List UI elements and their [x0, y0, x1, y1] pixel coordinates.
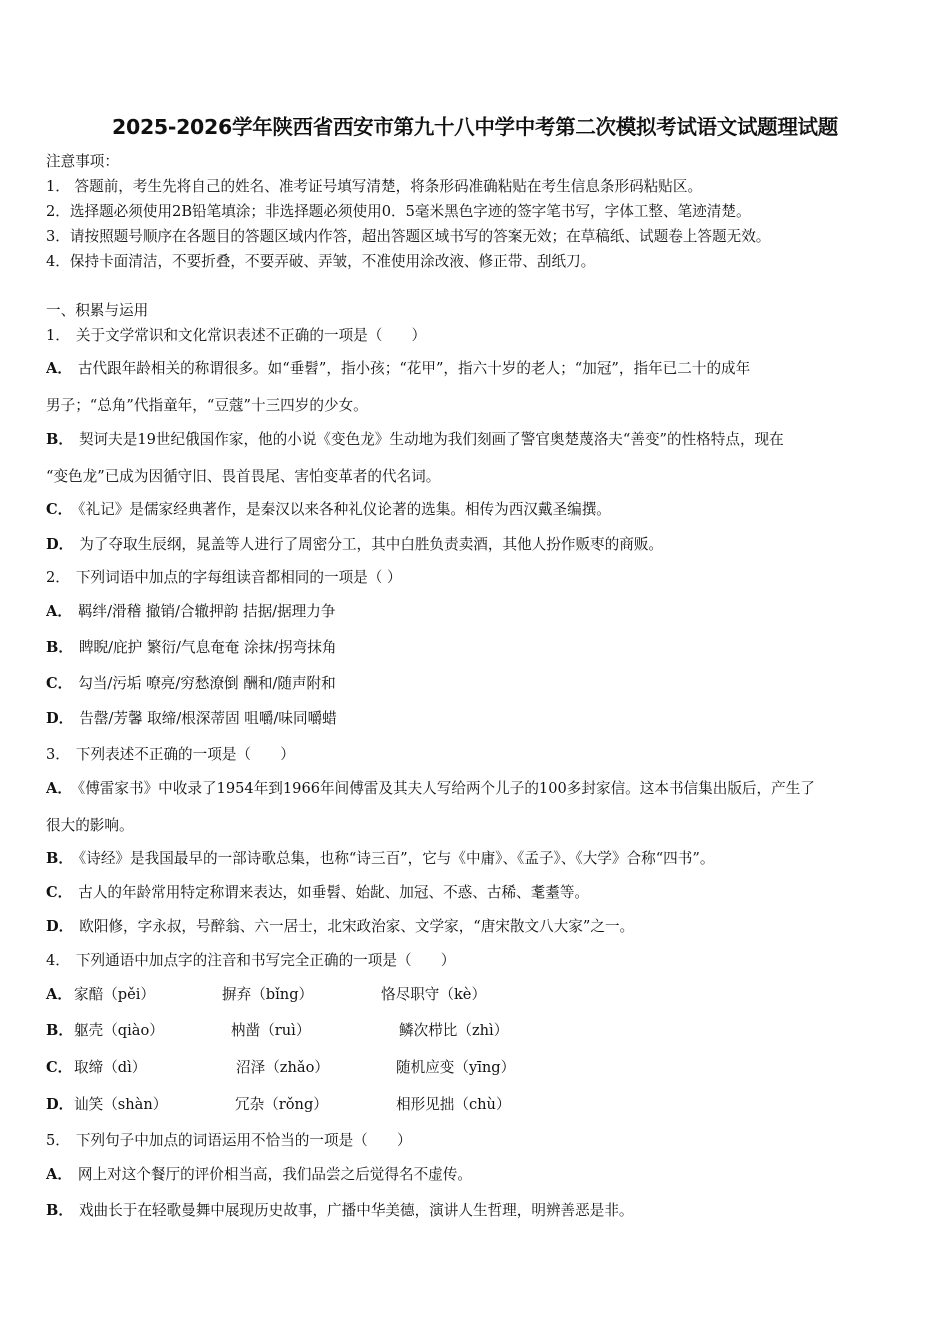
option-text: 戏曲长于在轻歌曼舞中展现历史故事，广播中华美德，演讲人生哲理，明辨善恶是非。: [78, 1202, 634, 1219]
option-text: 网上对这个餐厅的评价相当高，我们品尝之后觉得名不虚传。: [77, 1166, 472, 1183]
option-label: A．: [46, 1166, 72, 1183]
question-text: 下列句子中加点的词语运用不恰当的一项是（ ）: [75, 1132, 412, 1149]
option-a: [46, 779, 910, 799]
option-text: 《诗经》是我国最早的一部诗歌总集，也称“诗三百”，它与《中庸》、《孟子》、《大学》合称“四书”。: [78, 850, 715, 867]
option-a: [46, 602, 910, 622]
option-label: D．: [46, 710, 74, 727]
option-label: C．: [46, 884, 73, 901]
notice-item: 3．请按照题号顺序在各题目的答题区域内作答，超出答题区域书写的答案无效；在草稿纸、试题卷上答题无效。: [46, 228, 771, 245]
question-2-stem: [46, 568, 910, 588]
option-d: [46, 917, 910, 937]
option-word: 恪尽职守（kè）: [381, 986, 487, 1003]
option-text: 告罄/芳馨 取缔/根深蒂固 咀嚼/味同嚼蜡: [79, 710, 337, 727]
option-word: 沼泽（zhǎo）: [236, 1059, 329, 1076]
question-number: 2．: [46, 569, 70, 586]
option-b: [46, 430, 910, 450]
option-b-continued: “变色龙”已成为因循守旧、畏首畏尾、害怕变革者的代名词。: [46, 468, 441, 485]
option-label: B．: [46, 639, 73, 656]
option-word: 枘凿（ruì）: [231, 1022, 311, 1039]
question-4-stem: [46, 951, 910, 971]
question-1-stem: [46, 326, 910, 346]
option-text: 勾当/污垢 嘹亮/穷愁潦倒 酬和/随声附和: [78, 675, 336, 692]
question-number: 1．: [46, 327, 70, 344]
option-text: 欧阳修，字永叔，号醉翁、六一居士，北宋政治家、文学家，“唐宋散文八大家”之一。: [79, 918, 635, 935]
option-text: 契诃夫是19世纪俄国作家，他的小说《变色龙》生动地为我们刻画了警官奥楚蔑洛夫“善变”的性格特点，现在: [78, 431, 784, 448]
option-word: 冗杂（rǒng）: [235, 1096, 328, 1113]
option-word: 取缔（dì）: [74, 1059, 147, 1076]
question-number: 4．: [46, 952, 70, 969]
option-word: 相形见拙（chù）: [396, 1096, 511, 1113]
option-text: 古代跟年龄相关的称谓很多。如“垂髫”，指小孩；“花甲”，指六十岁的老人；“加冠”，指年已二十的成年: [77, 360, 751, 377]
option-text: 《礼记》是儒家经典著作，是秦汉以来各种礼仪论著的选集。相传为西汉戴圣编撰。: [78, 501, 611, 518]
option-word: 躯壳（qiào）: [74, 1022, 164, 1039]
option-a: [46, 359, 910, 379]
option-text: 为了夺取生辰纲，晁盖等人进行了周密分工，其中白胜负责卖酒，其他人扮作贩枣的商贩。: [79, 536, 664, 553]
option-label: D．: [46, 918, 74, 935]
question-5-stem: [46, 1131, 910, 1151]
option-text: 古人的年龄常用特定称谓来表达，如垂髫、始龀、加冠、不惑、古稀、耄耋等。: [78, 884, 590, 901]
option-label: D．: [46, 536, 74, 553]
question-text: 下列通语中加点字的注音和书写完全正确的一项是（ ）: [75, 952, 456, 969]
notice-item: 4．保持卡面清洁，不要折叠，不要弄破、弄皱，不准使用涂改液、修正带、刮纸刀。: [46, 253, 596, 270]
question-text: 下列词语中加点的字每组读音都相同的一项是（ ）: [75, 569, 402, 586]
option-c: [46, 500, 910, 520]
question-number: 5．: [46, 1132, 70, 1149]
option-label: A．: [46, 780, 72, 797]
option-text: 睥睨/庇护 繁衍/气息奄奄 涂抹/拐弯抹角: [78, 639, 337, 656]
option-word: 家醅（pěi）: [74, 986, 156, 1003]
option-b: [46, 638, 910, 658]
option-label: C．: [46, 501, 73, 518]
option-label: A．: [46, 603, 72, 620]
option-c: [46, 883, 910, 903]
option-a-continued: 很大的影响。: [46, 817, 134, 834]
option-label: B．: [46, 850, 73, 867]
option-d: [46, 535, 910, 555]
option-text: 《傅雷家书》中收录了1954年到1966年间傅雷及其夫人写给两个儿子的100多封家信。这本书信集出版后，产生了: [77, 780, 815, 797]
option-label: A．: [46, 986, 72, 1003]
question-3-stem: [46, 745, 910, 765]
option-a: [46, 1165, 910, 1185]
option-label: C．: [46, 1059, 73, 1076]
option-label: D．: [46, 1096, 74, 1113]
option-text: 羁绊/滑稽 撤销/合辙押韵 拮据/据理力争: [77, 603, 336, 620]
option-word: 摒弃（bǐng）: [222, 986, 314, 1003]
page-title: 2025-2026学年陕西省西安市第九十八中学中考第二次模拟考试语文试题理试题: [112, 115, 838, 139]
option-word: 随机应变（yīng）: [396, 1059, 516, 1076]
option-d: [46, 709, 910, 729]
question-text: 关于文学常识和文化常识表述不正确的一项是（ ）: [75, 327, 427, 344]
option-word: 讪笑（shàn）: [74, 1096, 168, 1113]
option-label: A．: [46, 360, 72, 377]
option-a-continued: 男子；“总角”代指童年，“豆蔻”十三四岁的少女。: [46, 397, 368, 414]
section-heading: 一、积累与运用: [46, 302, 149, 319]
notice-item: 2．选择题必须使用2B铅笔填涂；非选择题必须使用0．5毫米黑色字迹的签字笔书写，字体工整、笔迹清楚。: [46, 203, 751, 220]
question-text: 下列表述不正确的一项是（ ）: [75, 746, 295, 763]
option-word: 鳞次栉比（zhì）: [399, 1022, 509, 1039]
notice-heading: 注意事项：: [46, 153, 119, 170]
option-label: B．: [46, 1202, 73, 1219]
question-number: 3．: [46, 746, 70, 763]
option-c: [46, 674, 910, 694]
option-label: B．: [46, 1022, 73, 1039]
option-label: B．: [46, 431, 73, 448]
notice-item: 1． 答题前，考生先将自己的姓名、准考证号填写清楚，将条形码准确粘贴在考生信息条形码粘贴区。: [46, 178, 703, 195]
option-b: [46, 1201, 910, 1221]
option-b: [46, 849, 910, 869]
option-label: C．: [46, 675, 73, 692]
